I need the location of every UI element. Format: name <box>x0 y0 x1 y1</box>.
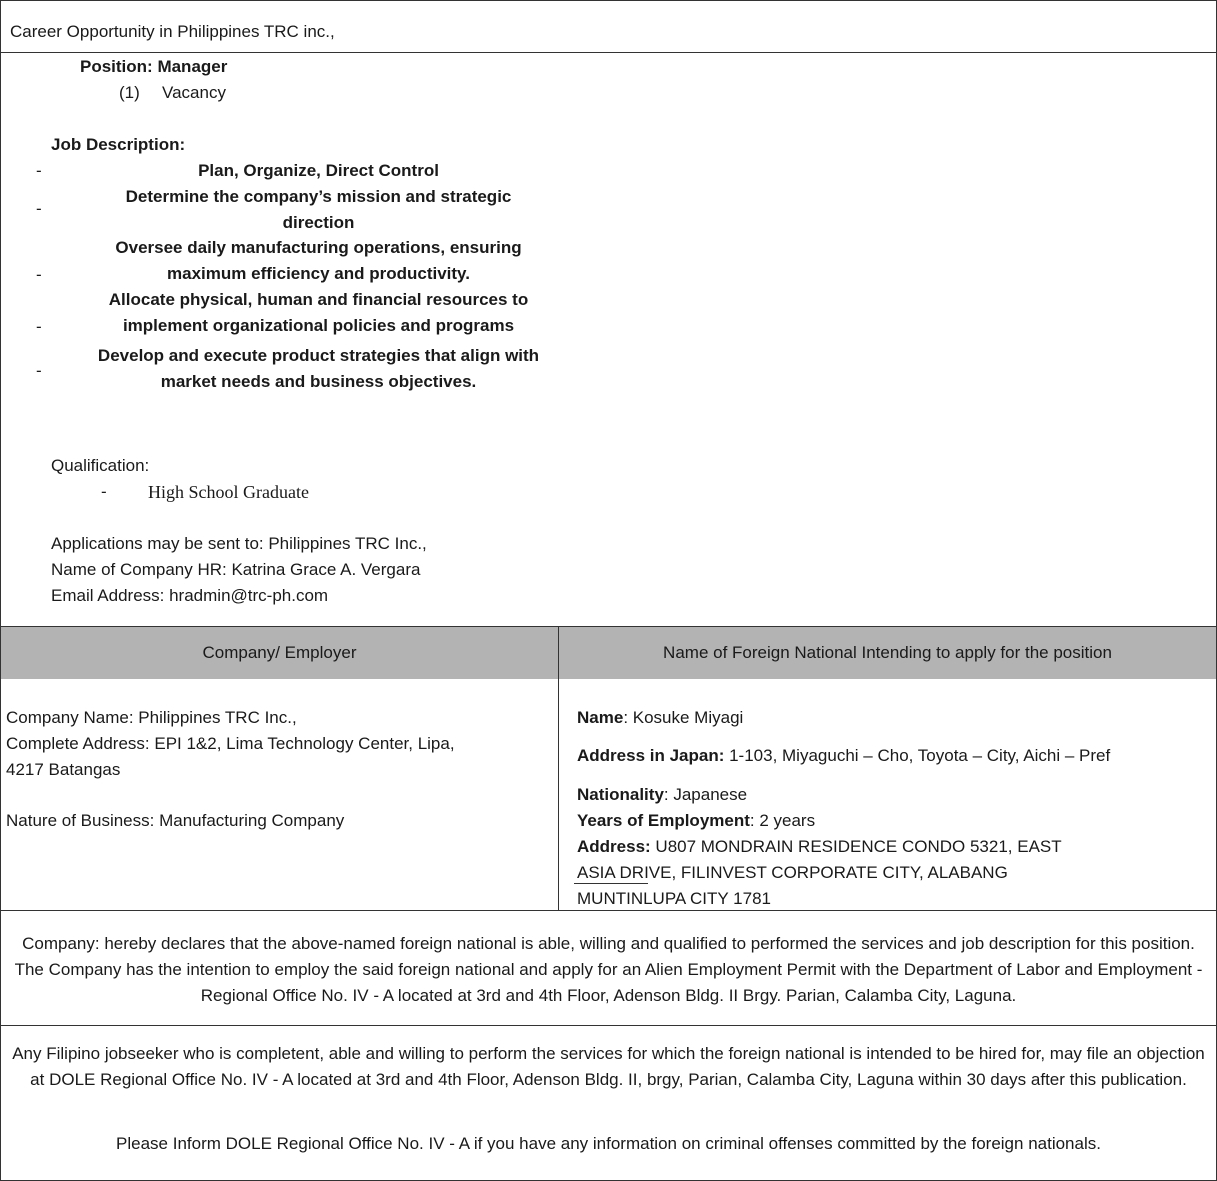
job-duty-item <box>61 184 576 236</box>
foreign-national-column-header: Name of Foreign National Intending to apply for the position <box>663 643 1112 662</box>
qualification-item: High School Graduate <box>148 482 309 502</box>
ph-address <box>577 837 1062 857</box>
bullet-dash: - <box>36 199 42 218</box>
job-duty-line: Develop and execute product strategies that align with <box>97 346 540 365</box>
field-label: Address: <box>577 837 651 856</box>
field-label: Years of Employment <box>577 811 750 830</box>
job-duty-line: Determine the company’s mission and strategic <box>125 187 512 206</box>
job-duty-item <box>61 235 576 287</box>
field-value: 1-103, Miyaguchi – Cho, Toyota – City, Aichi – Pref <box>724 746 1111 765</box>
job-duty-line: Oversee daily manufacturing operations, ensuring <box>115 238 522 257</box>
divider <box>1 52 1216 53</box>
vacancy-label: Vacancy <box>162 83 226 102</box>
job-duty-line: direction <box>282 213 355 232</box>
nature-of-business: Nature of Business: Manufacturing Company <box>6 811 345 830</box>
underline-mark <box>574 883 648 884</box>
document-title: Career Opportunity in Philippines TRC inc., <box>10 22 335 41</box>
inform-notice: Please Inform DOLE Regional Office No. IV - A if you have any information on criminal offenses committed by the foreign nationals. <box>116 1134 1101 1153</box>
years-of-employment <box>577 811 815 831</box>
job-duty-line: maximum efficiency and productivity. <box>167 264 470 283</box>
bullet-dash: - <box>36 265 42 284</box>
bullet-dash: - <box>101 482 107 501</box>
objection-notice: Any Filipino jobseeker who is completent, able and willing to perform the services for which the foreign national is intended to be hired for, may file an objection at DOLE Regional Office No. IV - A located at 3rd and 4th Floor, Adenson Bldg. II, brgy, Parian, Calamba City, Laguna within 30 days after this publication. <box>12 1044 1205 1089</box>
company-address-line: Complete Address: EPI 1&2, Lima Technology Center, Lipa, <box>6 734 455 753</box>
job-duty-line: Allocate physical, human and financial resources to <box>108 290 529 309</box>
divider <box>1 678 1216 679</box>
divider <box>1 1025 1216 1026</box>
nationality <box>577 785 747 805</box>
company-declaration: Company: hereby declares that the above-named foreign national is able, willing and qualified to performed the services and job description for this position. The Company has the intention to employ the said foreign national and apply for an Alien Employment Permit with the Department of Labor and Employment - Regional Office No. IV - A located at 3rd and 4th Floor, Adenson Bldg. II Brgy. Parian, Calamba City, Laguna. <box>14 934 1203 1005</box>
field-label: Nationality <box>577 785 664 804</box>
job-duty-item <box>61 158 576 184</box>
field-value: : Kosuke Miyagi <box>623 708 744 727</box>
job-duty-item <box>61 287 576 339</box>
job-duty-line: implement organizational policies and programs <box>122 316 515 335</box>
company-column-header: Company/ Employer <box>202 643 357 662</box>
ph-address-line: MUNTINLUPA CITY 1781 <box>577 889 771 908</box>
position-label: Position: Manager <box>80 57 228 76</box>
company-name: Company Name: Philippines TRC Inc., <box>6 708 297 727</box>
job-description-heading: Job Description: <box>51 135 186 154</box>
column-divider <box>558 627 559 910</box>
field-value: : 2 years <box>749 811 816 830</box>
hr-email: Email Address: hradmin@trc-ph.com <box>51 586 329 605</box>
applications-recipient: Applications may be sent to: Philippines TRC Inc., <box>51 534 427 553</box>
bullet-dash: - <box>36 361 42 380</box>
field-label: Name <box>577 708 624 727</box>
field-value: : Japanese <box>663 785 748 804</box>
bullet-dash: - <box>36 161 42 180</box>
vacancy-count: (1) <box>119 83 140 102</box>
foreign-national-name <box>577 708 743 728</box>
company-address-line: 4217 Batangas <box>6 760 121 779</box>
bullet-dash: - <box>36 317 42 336</box>
job-duty-line: Plan, Organize, Direct Control <box>198 161 439 180</box>
job-duty-item <box>61 343 576 395</box>
japan-address <box>577 746 1110 766</box>
qualification-heading: Qualification: <box>51 456 150 475</box>
ph-address-line: ASIA DRIVE, FILINVEST CORPORATE CITY, ALABANG <box>577 863 1008 882</box>
divider <box>1 910 1216 911</box>
field-label: Address in Japan: <box>577 746 725 765</box>
hr-name: Name of Company HR: Katrina Grace A. Vergara <box>51 560 421 579</box>
field-value: U807 MONDRAIN RESIDENCE CONDO 5321, EAST <box>650 837 1062 856</box>
job-duty-line: market needs and business objectives. <box>160 372 477 391</box>
